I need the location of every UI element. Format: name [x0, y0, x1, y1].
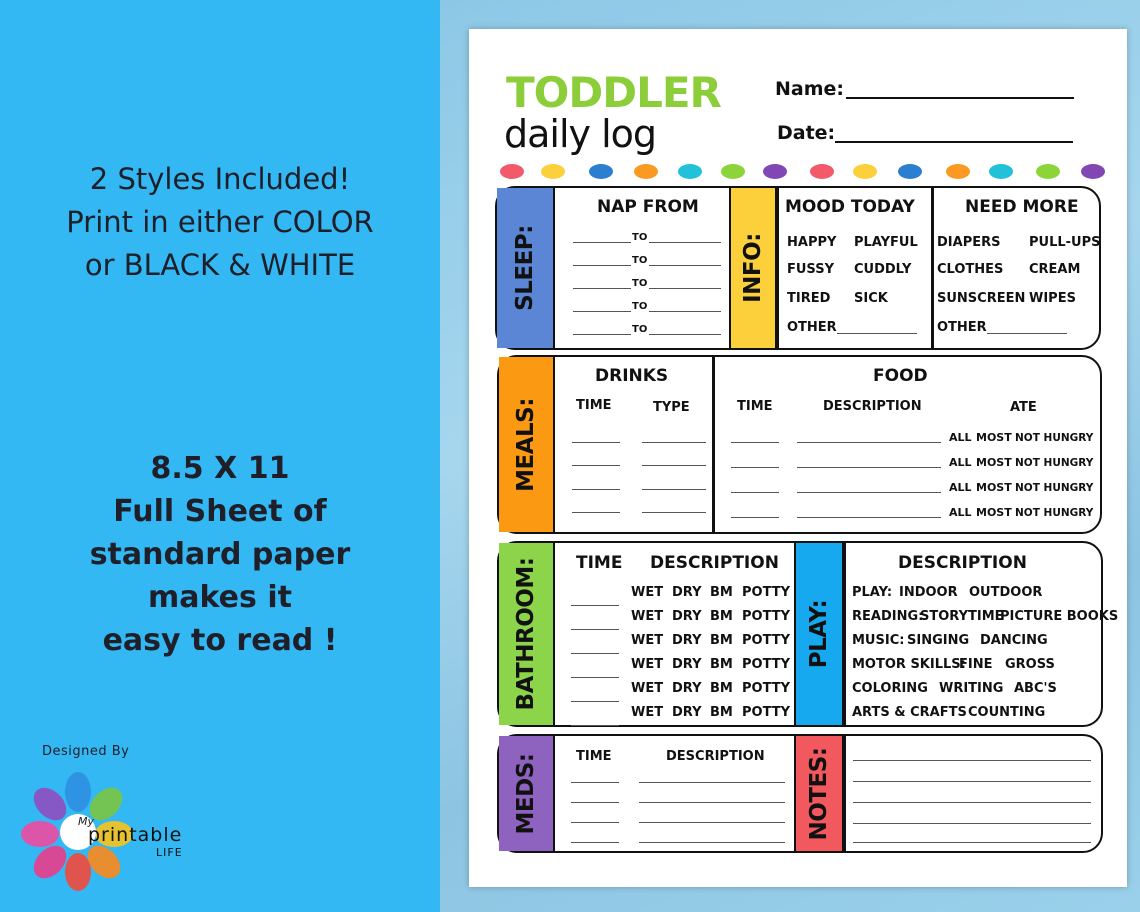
drink-type-field[interactable]	[642, 512, 706, 513]
ate-most-option[interactable]: MOST	[976, 481, 1012, 494]
decorative-dot	[810, 164, 834, 179]
med-time-field[interactable]	[571, 782, 619, 783]
promo-line: 8.5 X 11	[150, 451, 290, 486]
mood-option[interactable]: PLAYFUL	[854, 235, 918, 250]
food-description-field[interactable]	[797, 467, 941, 468]
bathroom-option[interactable]: BM	[710, 705, 733, 720]
ate-all-option[interactable]: ALL	[949, 481, 972, 494]
mood-option[interactable]: SICK	[854, 291, 888, 306]
need-option[interactable]: CLOTHES	[937, 262, 1004, 277]
bathroom-description-header: DESCRIPTION	[650, 553, 779, 573]
logo-printable: printable	[88, 824, 183, 846]
mood-heading: MOOD TODAY	[785, 197, 915, 217]
play-option[interactable]: COLORING	[852, 681, 928, 696]
bathroom-option[interactable]: POTTY	[742, 585, 791, 600]
divider	[776, 188, 779, 348]
play-description-header: DESCRIPTION	[898, 553, 1027, 573]
decorative-dot	[500, 164, 524, 179]
decorative-dot	[763, 164, 787, 179]
bathroom-option[interactable]: DRY	[672, 681, 702, 696]
food-time-header: TIME	[737, 399, 773, 414]
bathroom-option[interactable]: WET	[631, 609, 664, 624]
decorative-dot	[678, 164, 702, 179]
med-description-field[interactable]	[639, 802, 785, 803]
decorative-dot	[541, 164, 565, 179]
bathroom-option[interactable]: WET	[631, 657, 664, 672]
mood-option[interactable]: CUDDLY	[854, 262, 912, 277]
need-option[interactable]: WIPES	[1029, 291, 1076, 306]
drinks-time-header: TIME	[576, 398, 612, 413]
bathroom-time-field[interactable]	[571, 653, 619, 654]
meds-tab-label: MEDS:	[513, 753, 539, 834]
play-option[interactable]: FINE	[959, 657, 993, 672]
decorative-dot	[721, 164, 745, 179]
food-ate-header: ATE	[1010, 400, 1037, 415]
drink-time-field[interactable]	[572, 465, 620, 466]
ate-not-hungry-option[interactable]: NOT HUNGRY	[1015, 482, 1094, 494]
nap-end-field[interactable]	[649, 265, 721, 266]
decorative-dot	[1036, 164, 1060, 179]
play-option[interactable]: COUNTING	[968, 705, 1046, 720]
ate-not-hungry-option[interactable]: NOT HUNGRY	[1015, 507, 1094, 519]
need-other-field[interactable]	[987, 333, 1067, 334]
log-subtitle: daily log	[504, 112, 657, 156]
drink-type-field[interactable]	[642, 489, 706, 490]
drink-time-field[interactable]	[572, 512, 620, 513]
med-time-field[interactable]	[571, 842, 619, 843]
mood-other-label: OTHER	[787, 320, 837, 335]
mood-other-field[interactable]	[837, 333, 917, 334]
bathroom-option[interactable]: WET	[631, 633, 664, 648]
bathroom-time-field[interactable]	[571, 677, 619, 678]
bathroom-tab	[499, 543, 555, 725]
play-row-label: PLAY:	[852, 585, 893, 600]
nap-end-field[interactable]	[649, 334, 721, 335]
bathroom-option[interactable]: DRY	[672, 705, 702, 720]
meds-time-header: TIME	[576, 749, 612, 764]
drink-type-field[interactable]	[642, 465, 706, 466]
play-option[interactable]: STORYTIME	[920, 609, 1004, 624]
divider	[843, 543, 846, 725]
meds-tab	[499, 736, 555, 851]
ate-all-option[interactable]: ALL	[949, 456, 972, 469]
food-description-header: DESCRIPTION	[823, 399, 922, 414]
promo-line: or BLACK & WHITE	[84, 248, 356, 282]
notes-line-field[interactable]	[853, 760, 1091, 761]
name-field[interactable]	[846, 97, 1074, 99]
bathroom-time-header: TIME	[576, 553, 623, 573]
styles-text	[0, 158, 440, 287]
designed-by-label: Designed By	[42, 744, 130, 759]
nap-start-field[interactable]	[573, 311, 631, 312]
drinks-type-header: TYPE	[653, 400, 690, 415]
log-title: TODDLER	[506, 68, 721, 117]
bathroom-option[interactable]: POTTY	[742, 705, 791, 720]
ate-most-option[interactable]: MOST	[976, 506, 1012, 519]
decorative-dot	[946, 164, 970, 179]
food-time-field[interactable]	[731, 442, 779, 443]
med-description-field[interactable]	[639, 822, 785, 823]
nap-to-label: TO	[632, 255, 648, 266]
nap-to-label: TO	[632, 301, 648, 312]
need-option[interactable]: SUNSCREEN	[937, 291, 1026, 306]
nap-to-label: TO	[632, 278, 648, 289]
need-option[interactable]: DIAPERS	[937, 235, 1001, 250]
bathroom-option[interactable]: BM	[710, 657, 733, 672]
nap-end-field[interactable]	[649, 242, 721, 243]
decorative-dot	[853, 164, 877, 179]
ate-not-hungry-option[interactable]: NOT HUNGRY	[1015, 432, 1094, 444]
bathroom-time-field[interactable]	[571, 701, 619, 702]
bathroom-time-field[interactable]	[571, 629, 619, 630]
nap-start-field[interactable]	[573, 242, 631, 243]
nap-from-heading: NAP FROM	[597, 197, 699, 217]
play-row-label: MUSIC:	[852, 633, 905, 648]
bathroom-option[interactable]: POTTY	[742, 609, 791, 624]
play-option[interactable]: OUTDOOR	[969, 585, 1043, 600]
mood-option[interactable]: HAPPY	[787, 235, 837, 250]
meds-notes-section	[497, 734, 1103, 853]
notes-line-field[interactable]	[853, 842, 1091, 843]
nap-start-field[interactable]	[573, 265, 631, 266]
decorative-dot	[989, 164, 1013, 179]
bathroom-time-field[interactable]	[571, 605, 619, 606]
divider	[843, 736, 846, 851]
play-option[interactable]: ABC'S	[1014, 681, 1057, 696]
bathroom-option[interactable]: POTTY	[742, 657, 791, 672]
food-description-field[interactable]	[797, 442, 941, 443]
decorative-dot	[1081, 164, 1105, 179]
decorative-dot	[634, 164, 658, 179]
bathroom-option[interactable]: BM	[710, 633, 733, 648]
play-tab	[796, 543, 844, 725]
date-field[interactable]	[835, 141, 1073, 143]
play-row-label: MOTOR SKILLS:	[852, 657, 966, 672]
notes-line-field[interactable]	[853, 802, 1091, 803]
play-option[interactable]: GROSS	[1005, 657, 1055, 672]
divider	[712, 357, 715, 532]
food-heading: FOOD	[873, 366, 928, 386]
notes-tab	[796, 736, 844, 851]
logo-life: LIFE	[156, 846, 183, 859]
bathroom-option[interactable]: DRY	[672, 585, 702, 600]
med-time-field[interactable]	[571, 822, 619, 823]
ate-most-option[interactable]: MOST	[976, 431, 1012, 444]
bathroom-option[interactable]: WET	[631, 705, 664, 720]
bathroom-option[interactable]: POTTY	[742, 633, 791, 648]
bathroom-option[interactable]: BM	[710, 609, 733, 624]
promo-line: makes it	[148, 580, 292, 615]
meals-tab	[499, 357, 555, 532]
name-label: Name:	[775, 78, 845, 100]
drinks-heading: DRINKS	[595, 366, 669, 386]
med-description-field[interactable]	[639, 842, 785, 843]
info-tab	[731, 188, 777, 348]
need-other-label: OTHER	[937, 320, 987, 335]
drink-time-field[interactable]	[572, 442, 620, 443]
bathroom-time-field[interactable]	[571, 725, 619, 726]
nap-to-label: TO	[632, 232, 648, 243]
bathroom-option[interactable]: BM	[710, 681, 733, 696]
decorative-dot	[589, 164, 613, 179]
promo-line: Print in either COLOR	[66, 205, 374, 239]
size-text	[0, 447, 440, 662]
notes-line-field[interactable]	[853, 823, 1091, 824]
bathroom-option[interactable]: BM	[710, 585, 733, 600]
meals-section	[497, 355, 1102, 534]
bathroom-option[interactable]: POTTY	[742, 681, 791, 696]
nap-start-field[interactable]	[573, 334, 631, 335]
nap-end-field[interactable]	[649, 311, 721, 312]
promo-line: standard paper	[89, 537, 351, 572]
notes-tab-label: NOTES:	[806, 747, 832, 840]
promo-line: Full Sheet of	[113, 494, 327, 529]
nap-to-label: TO	[632, 324, 648, 335]
ate-all-option[interactable]: ALL	[949, 506, 972, 519]
meds-description-header: DESCRIPTION	[666, 749, 765, 764]
promo-line: 2 Styles Included!	[89, 162, 351, 196]
ate-most-option[interactable]: MOST	[976, 456, 1012, 469]
ate-all-option[interactable]: ALL	[949, 431, 972, 444]
play-option[interactable]: ARTS & CRAFTS	[852, 705, 967, 720]
date-label: Date:	[777, 122, 836, 144]
food-time-field[interactable]	[731, 492, 779, 493]
need-option[interactable]: CREAM	[1029, 262, 1081, 277]
bathroom-option[interactable]: WET	[631, 585, 664, 600]
bathroom-tab-label: BATHROOM:	[513, 557, 539, 711]
divider	[931, 188, 934, 348]
meals-tab-label: MEALS:	[513, 397, 539, 492]
nap-start-field[interactable]	[573, 288, 631, 289]
bathroom-option[interactable]: DRY	[672, 633, 702, 648]
sleep-info-section	[495, 186, 1101, 350]
play-option[interactable]: WRITING	[939, 681, 1004, 696]
bathroom-option[interactable]: WET	[631, 681, 664, 696]
play-option[interactable]: DANCING	[980, 633, 1048, 648]
play-row-label: READING:	[852, 609, 924, 624]
need-option[interactable]: PULL-UPS	[1029, 235, 1101, 250]
drink-type-field[interactable]	[642, 442, 706, 443]
mood-option[interactable]: TIRED	[787, 291, 831, 306]
ate-not-hungry-option[interactable]: NOT HUNGRY	[1015, 457, 1094, 469]
bathroom-option[interactable]: DRY	[672, 657, 702, 672]
food-description-field[interactable]	[797, 492, 941, 493]
drink-time-field[interactable]	[572, 489, 620, 490]
nap-end-field[interactable]	[649, 288, 721, 289]
med-time-field[interactable]	[571, 802, 619, 803]
decorative-dot	[898, 164, 922, 179]
play-option[interactable]: SINGING	[907, 633, 970, 648]
logo-my: My	[78, 815, 95, 828]
info-tab-label: INFO:	[740, 233, 766, 303]
food-time-field[interactable]	[731, 517, 779, 518]
promo-panel	[0, 0, 440, 912]
sleep-tab-label: SLEEP:	[512, 225, 538, 311]
mood-option[interactable]: FUSSY	[787, 262, 834, 277]
food-time-field[interactable]	[731, 467, 779, 468]
play-option[interactable]: INDOOR	[899, 585, 958, 600]
bathroom-play-section	[497, 541, 1119, 727]
need-more-heading: NEED MORE	[965, 197, 1079, 217]
food-description-field[interactable]	[797, 517, 941, 518]
promo-line: easy to read !	[102, 623, 338, 658]
bathroom-option[interactable]: DRY	[672, 609, 702, 624]
med-description-field[interactable]	[639, 782, 785, 783]
sleep-tab	[497, 188, 555, 348]
play-option[interactable]: PICTURE BOOKS	[1000, 609, 1119, 624]
play-tab-label: PLAY:	[806, 599, 832, 669]
notes-line-field[interactable]	[853, 781, 1091, 782]
